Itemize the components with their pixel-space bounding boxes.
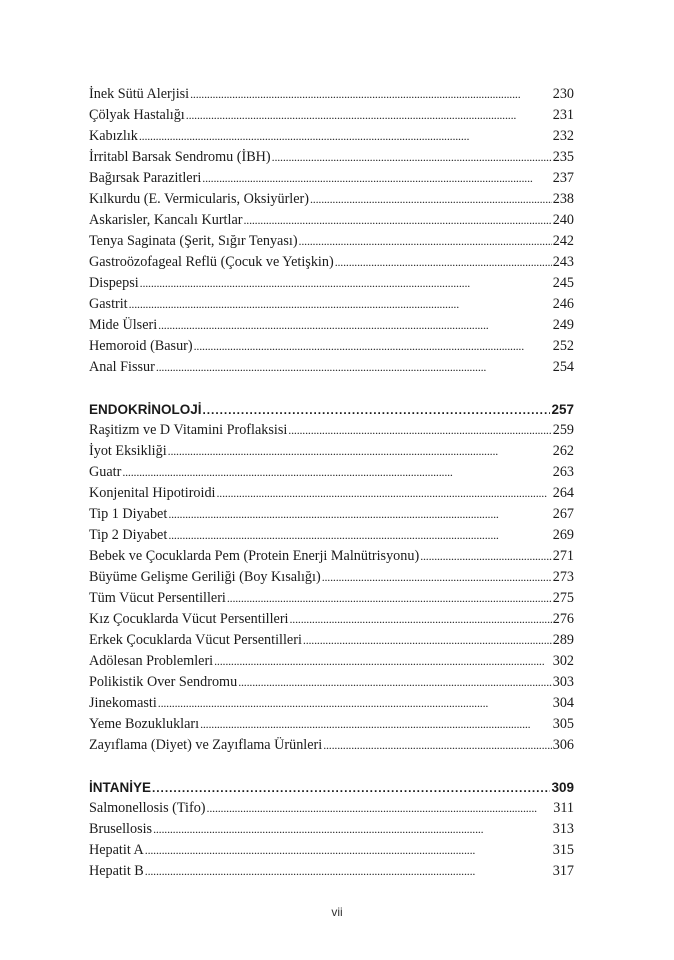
- toc-entry-title: Askarisler, Kancalı Kurtlar: [89, 212, 243, 228]
- dot-leader: [310, 189, 552, 210]
- toc-entry-title: Tip 1 Diyabet: [89, 506, 168, 522]
- toc-entry-page: 235: [552, 149, 574, 165]
- toc-entry-title: Hepatit B: [89, 863, 144, 879]
- toc-entry-title: Kız Çocuklarda Vücut Persentilleri: [89, 611, 289, 627]
- dot-leader: [303, 630, 552, 651]
- toc-entry[interactable]: [89, 462, 574, 483]
- dot-leader: [145, 861, 552, 882]
- toc-entry-title: Tüm Vücut Persentilleri: [89, 590, 226, 606]
- toc-entry[interactable]: [89, 819, 574, 840]
- toc-entry[interactable]: [89, 231, 574, 252]
- dot-leader: [152, 777, 550, 799]
- dot-leader: [238, 672, 552, 693]
- dot-leader: [190, 84, 552, 105]
- dot-leader: [202, 168, 551, 189]
- dot-leader: [299, 231, 552, 252]
- toc-entry-page: 305: [552, 716, 574, 732]
- toc-entry-title: Gastroözofageal Reflü (Çocuk ve Yetişkin): [89, 254, 334, 270]
- toc-entry-page: 273: [552, 569, 574, 585]
- toc-section-heading[interactable]: [89, 399, 574, 420]
- toc-entry[interactable]: [89, 714, 574, 735]
- toc-entry-title: Erkek Çocuklarda Vücut Persentilleri: [89, 632, 302, 648]
- toc-entry-page: 306: [552, 737, 574, 753]
- toc-entry-title: Zayıflama (Diyet) ve Zayıflama Ürünleri: [89, 737, 323, 753]
- toc-entry[interactable]: [89, 210, 574, 231]
- dot-leader: [200, 714, 552, 735]
- toc-entry[interactable]: [89, 840, 574, 861]
- toc-entry[interactable]: [89, 588, 574, 609]
- toc-entry[interactable]: [89, 168, 574, 189]
- dot-leader: [158, 315, 552, 336]
- toc-entry-page: 289: [552, 632, 574, 648]
- toc-entry-page: 317: [552, 863, 574, 879]
- dot-leader: [203, 399, 551, 421]
- dot-leader: [186, 105, 552, 126]
- dot-leader: [145, 840, 552, 861]
- toc-entry-title: Jinekomasti: [89, 695, 157, 711]
- toc-entry-page: 262: [552, 443, 574, 459]
- toc-entry-title: Tenya Saginata (Şerit, Sığır Tenyası): [89, 233, 298, 249]
- toc-entry-title: Konjenital Hipotiroidi: [89, 485, 216, 501]
- toc-entry[interactable]: [89, 420, 574, 441]
- toc-entry-title: Tip 2 Diyabet: [89, 527, 168, 543]
- dot-leader: [290, 609, 552, 630]
- page-number: vii: [331, 905, 343, 919]
- dot-leader: [156, 357, 552, 378]
- toc-entry[interactable]: [89, 273, 574, 294]
- dot-leader: [243, 210, 551, 231]
- toc-entry-page: 303: [552, 674, 574, 690]
- toc-entry-page: 242: [552, 233, 574, 249]
- toc-entry-title: Kılkurdu (E. Vermicularis, Oksiyürler): [89, 191, 309, 207]
- toc-entry[interactable]: [89, 294, 574, 315]
- toc-entry-page: 246: [552, 296, 574, 312]
- dot-leader: [158, 693, 552, 714]
- toc-entry-page: 249: [552, 317, 574, 333]
- toc-entry-page: 252: [552, 338, 574, 354]
- toc-entry-page: 315: [552, 842, 574, 858]
- toc-entry-page: 245: [552, 275, 574, 291]
- toc-entry[interactable]: [89, 798, 574, 819]
- toc-entry[interactable]: [89, 735, 574, 756]
- toc-entry-page: 311: [553, 800, 574, 816]
- toc-entry[interactable]: [89, 504, 574, 525]
- toc-entry-page: 259: [552, 422, 574, 438]
- toc-entry-page: 313: [552, 821, 574, 837]
- section-spacer: [89, 378, 574, 399]
- toc-entry-page: 231: [552, 107, 574, 123]
- toc-entry-page: 276: [552, 611, 574, 627]
- toc-entry[interactable]: [89, 483, 574, 504]
- toc-entry-title: Polikistik Over Sendromu: [89, 674, 238, 690]
- toc-entry-title: İnek Sütü Alerjisi: [89, 86, 190, 102]
- dot-leader: [139, 126, 552, 147]
- toc-entry-title: İyot Eksikliği: [89, 443, 167, 459]
- section-title: ENDOKRİNOLOJİ: [89, 402, 202, 417]
- toc-entry[interactable]: [89, 105, 574, 126]
- toc-entry-title: Kabızlık: [89, 128, 138, 144]
- toc-entry[interactable]: [89, 693, 574, 714]
- toc-entry[interactable]: [89, 567, 574, 588]
- toc-entry-title: Hepatit A: [89, 842, 144, 858]
- toc-entry[interactable]: [89, 441, 574, 462]
- toc-entry-page: 254: [552, 359, 574, 375]
- toc-entry-page: 267: [552, 506, 574, 522]
- toc-group-gastroenterology: [89, 84, 574, 378]
- toc-entry[interactable]: [89, 546, 574, 567]
- toc-entry-title: Yeme Bozuklukları: [89, 716, 200, 732]
- toc-entry-title: Anal Fissur: [89, 359, 155, 375]
- dot-leader: [322, 567, 552, 588]
- toc-section-heading[interactable]: [89, 777, 574, 798]
- toc-entry-title: Raşitizm ve D Vitamini Proflaksisi: [89, 422, 288, 438]
- toc-entry[interactable]: [89, 126, 574, 147]
- dot-leader: [288, 420, 551, 441]
- toc-entry-page: 264: [552, 485, 574, 501]
- toc-entry-title: Dispepsi: [89, 275, 139, 291]
- toc-entry-page: 275: [552, 590, 574, 606]
- toc-entry[interactable]: [89, 252, 574, 273]
- dot-leader: [153, 819, 552, 840]
- toc-entry-page: 237: [552, 170, 574, 186]
- toc-entry-title: Brusellosis: [89, 821, 153, 837]
- toc-entry[interactable]: [89, 84, 574, 105]
- toc-entry[interactable]: [89, 336, 574, 357]
- toc-entry[interactable]: [89, 357, 574, 378]
- toc-entry-page: 304: [552, 695, 574, 711]
- toc-entry[interactable]: [89, 861, 574, 882]
- toc-entry[interactable]: [89, 672, 574, 693]
- toc-entry-title: Büyüme Gelişme Geriliği (Boy Kısalığı): [89, 569, 321, 585]
- toc-entry-page: 240: [552, 212, 574, 228]
- section-page: 309: [551, 780, 574, 795]
- toc-entry-page: 232: [552, 128, 574, 144]
- toc-group-infectious-diseases: [89, 798, 574, 882]
- toc-entry-title: Bağırsak Parazitleri: [89, 170, 202, 186]
- toc-entry[interactable]: [89, 147, 574, 168]
- dot-leader: [129, 294, 552, 315]
- dot-leader: [168, 504, 551, 525]
- toc-entry-page: 230: [552, 86, 574, 102]
- table-of-contents: [89, 84, 574, 882]
- dot-leader: [140, 273, 552, 294]
- toc-entry-page: 243: [552, 254, 574, 270]
- section-page: 257: [551, 402, 574, 417]
- toc-entry-title: Çölyak Hastalığı: [89, 107, 185, 123]
- dot-leader: [335, 252, 552, 273]
- toc-entry[interactable]: [89, 525, 574, 546]
- toc-entry[interactable]: [89, 609, 574, 630]
- toc-entry-title: Salmonellosis (Tifo): [89, 800, 206, 816]
- toc-entry-title: Adölesan Problemleri: [89, 653, 214, 669]
- toc-entry-title: Guatr: [89, 464, 122, 480]
- dot-leader: [323, 735, 552, 756]
- toc-entry-title: Hemoroid (Basur): [89, 338, 193, 354]
- toc-entry-title: Mide Ülseri: [89, 317, 158, 333]
- toc-entry-title: Gastrit: [89, 296, 128, 312]
- section-spacer: [89, 756, 574, 777]
- toc-entry-title: İrritabl Barsak Sendromu (İBH): [89, 149, 271, 165]
- dot-leader: [168, 441, 552, 462]
- toc-entry[interactable]: [89, 651, 574, 672]
- toc-entry[interactable]: [89, 630, 574, 651]
- dot-leader: [227, 588, 552, 609]
- dot-leader: [214, 651, 552, 672]
- toc-entry-page: 238: [552, 191, 574, 207]
- dot-leader: [420, 546, 552, 567]
- toc-entry[interactable]: [89, 315, 574, 336]
- toc-group-endocrinology: [89, 420, 574, 756]
- dot-leader: [122, 462, 551, 483]
- dot-leader: [168, 525, 551, 546]
- toc-entry-page: 271: [552, 548, 574, 564]
- toc-entry-page: 263: [552, 464, 574, 480]
- toc-entry[interactable]: [89, 189, 574, 210]
- toc-entry-page: 302: [552, 653, 574, 669]
- dot-leader: [194, 336, 552, 357]
- dot-leader: [217, 483, 552, 504]
- dot-leader: [207, 798, 553, 819]
- dot-leader: [272, 147, 552, 168]
- toc-entry-page: 269: [552, 527, 574, 543]
- toc-entry-title: Bebek ve Çocuklarda Pem (Protein Enerji Malnütrisyonu): [89, 548, 420, 564]
- section-title: İNTANİYE: [89, 780, 152, 795]
